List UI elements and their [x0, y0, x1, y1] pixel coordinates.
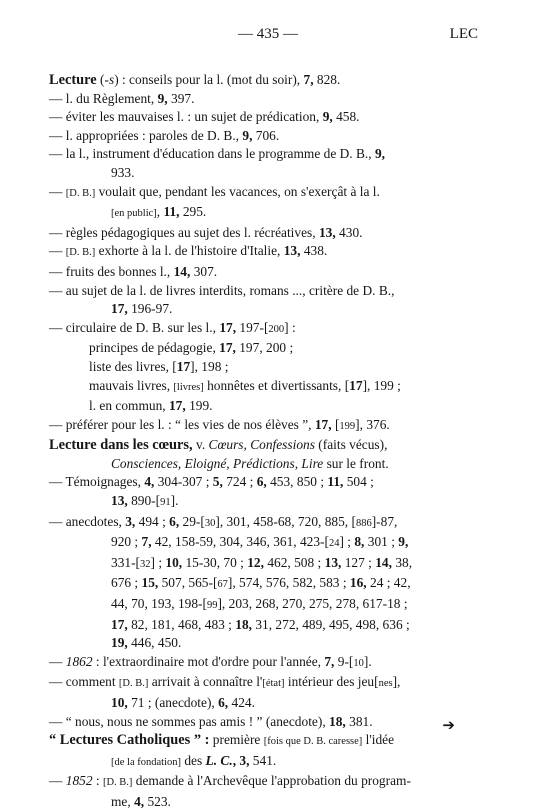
index-subentry: mauvais livres, [livres] honnêtes et divertissants, [17], 199 ;: [89, 377, 401, 393]
index-entry: — circulaire de D. B. sur les l., 17, 197-[200] :: [49, 319, 296, 335]
index-entry: — fruits des bonnes l., 14, 307.: [49, 263, 218, 279]
index-entry: — Témoignages, 4, 304-307 ; 5, 724 ; 6, 453, 850 ; 11, 504 ;: [49, 474, 374, 490]
entry-continuation: 17, 196-97.: [111, 301, 173, 317]
index-entry: — [D. B.] exhorte à la l. de l'histoire d'Italie, 13, 438.: [49, 243, 328, 259]
entry-continuation: Consciences, Eloigné, Prédictions, Lire sur le front.: [111, 455, 389, 471]
entry-continuation: 331-[32] ; 10, 15-30, 70 ; 12, 462, 508 ; 13, 127 ; 14, 38,: [111, 554, 413, 570]
index-entry: — “ nous, nous ne sommes pas amis ! ” (anecdote), 18, 381.: [49, 713, 373, 729]
index-entry: Lecture dans les cœurs, v. Cœurs, Confessions (faits vécus),: [49, 437, 388, 454]
index-column: [49, 71, 489, 812]
index-subentry: liste des livres, [17], 198 ;: [89, 358, 229, 374]
next-page-arrow-icon: ➔: [442, 718, 455, 734]
index-entry: — [D. B.] voulait que, pendant les vacances, on s'exerçât à la l.: [49, 183, 380, 199]
index-entry: — l. appropriées : paroles de D. B., 9, 706.: [49, 127, 280, 143]
index-entry: — éviter les mauvaises l. : un sujet de prédication, 9, 458.: [49, 109, 360, 125]
index-entry: — règles pédagogiques au sujet des l. récréatives, 13, 430.: [49, 224, 363, 240]
entry-continuation: 10, 71 ; (anecdote), 6, 424.: [111, 695, 255, 710]
entry-continuation: 19, 446, 450.: [111, 635, 182, 651]
index-entry: — l. du Règlement, 9, 397.: [49, 90, 195, 106]
running-head: LEC: [449, 26, 478, 42]
index-entry: “ Lectures Catholiques ” : première [fois que D. B. caresse] l'idée: [49, 732, 395, 749]
page-header: [0, 26, 536, 46]
index-entry: — la l., instrument d'éducation dans le programme de D. B., 9,: [49, 146, 385, 162]
entry-continuation: 920 ; 7, 42, 158-59, 304, 346, 361, 423-[24] ; 8, 301 ; 9,: [111, 534, 409, 550]
index-entry: — au sujet de la l. de livres interdits, romans ..., critère de D. B.,: [49, 282, 395, 298]
index-entry: — 1862 : l'extraordinaire mot d'ordre pour l'année, 7, 9-[10].: [49, 653, 372, 669]
index-subentry: principes de pédagogie, 17, 197, 200 ;: [89, 340, 294, 356]
index-entry: Lecture (-s) : conseils pour la l. (mot du soir), 7, 828.: [49, 72, 341, 88]
page-number: — 435 —: [238, 26, 298, 42]
index-entry: — préférer pour les l. : “ les vies de nos élèves ”, 17, [199], 376.: [49, 416, 390, 432]
entry-continuation: 44, 70, 193, 198-[99], 203, 268, 270, 275, 278, 617-18 ;: [111, 596, 408, 612]
entry-continuation: 17, 82, 181, 468, 483 ; 18, 31, 272, 489, 495, 498, 636 ;: [111, 616, 410, 632]
index-entry: — anecdotes, 3, 494 ; 6, 29-[30], 301, 458-68, 720, 885, [886]-87,: [49, 513, 398, 529]
entry-continuation: me, 4, 523.: [111, 793, 171, 809]
entry-continuation: 13, 890-[91].: [111, 493, 179, 509]
entry-continuation: [de la fondation] des L. C., 3, 541.: [111, 752, 277, 768]
index-entry: — comment [D. B.] arrivait à connaître l'[état] intérieur des jeu[nes],: [49, 674, 401, 690]
index-subentry: l. en commun, 17, 199.: [89, 398, 213, 414]
index-entry: — 1852 : [D. B.] demande à l'Archevêque l'approbation du program-: [49, 773, 411, 789]
entry-continuation: [en public], 11, 295.: [111, 204, 207, 220]
entry-continuation: 676 ; 15, 507, 565-[67], 574, 576, 582, 583 ; 16, 24 ; 42,: [111, 575, 411, 591]
entry-continuation: 933.: [111, 164, 135, 180]
